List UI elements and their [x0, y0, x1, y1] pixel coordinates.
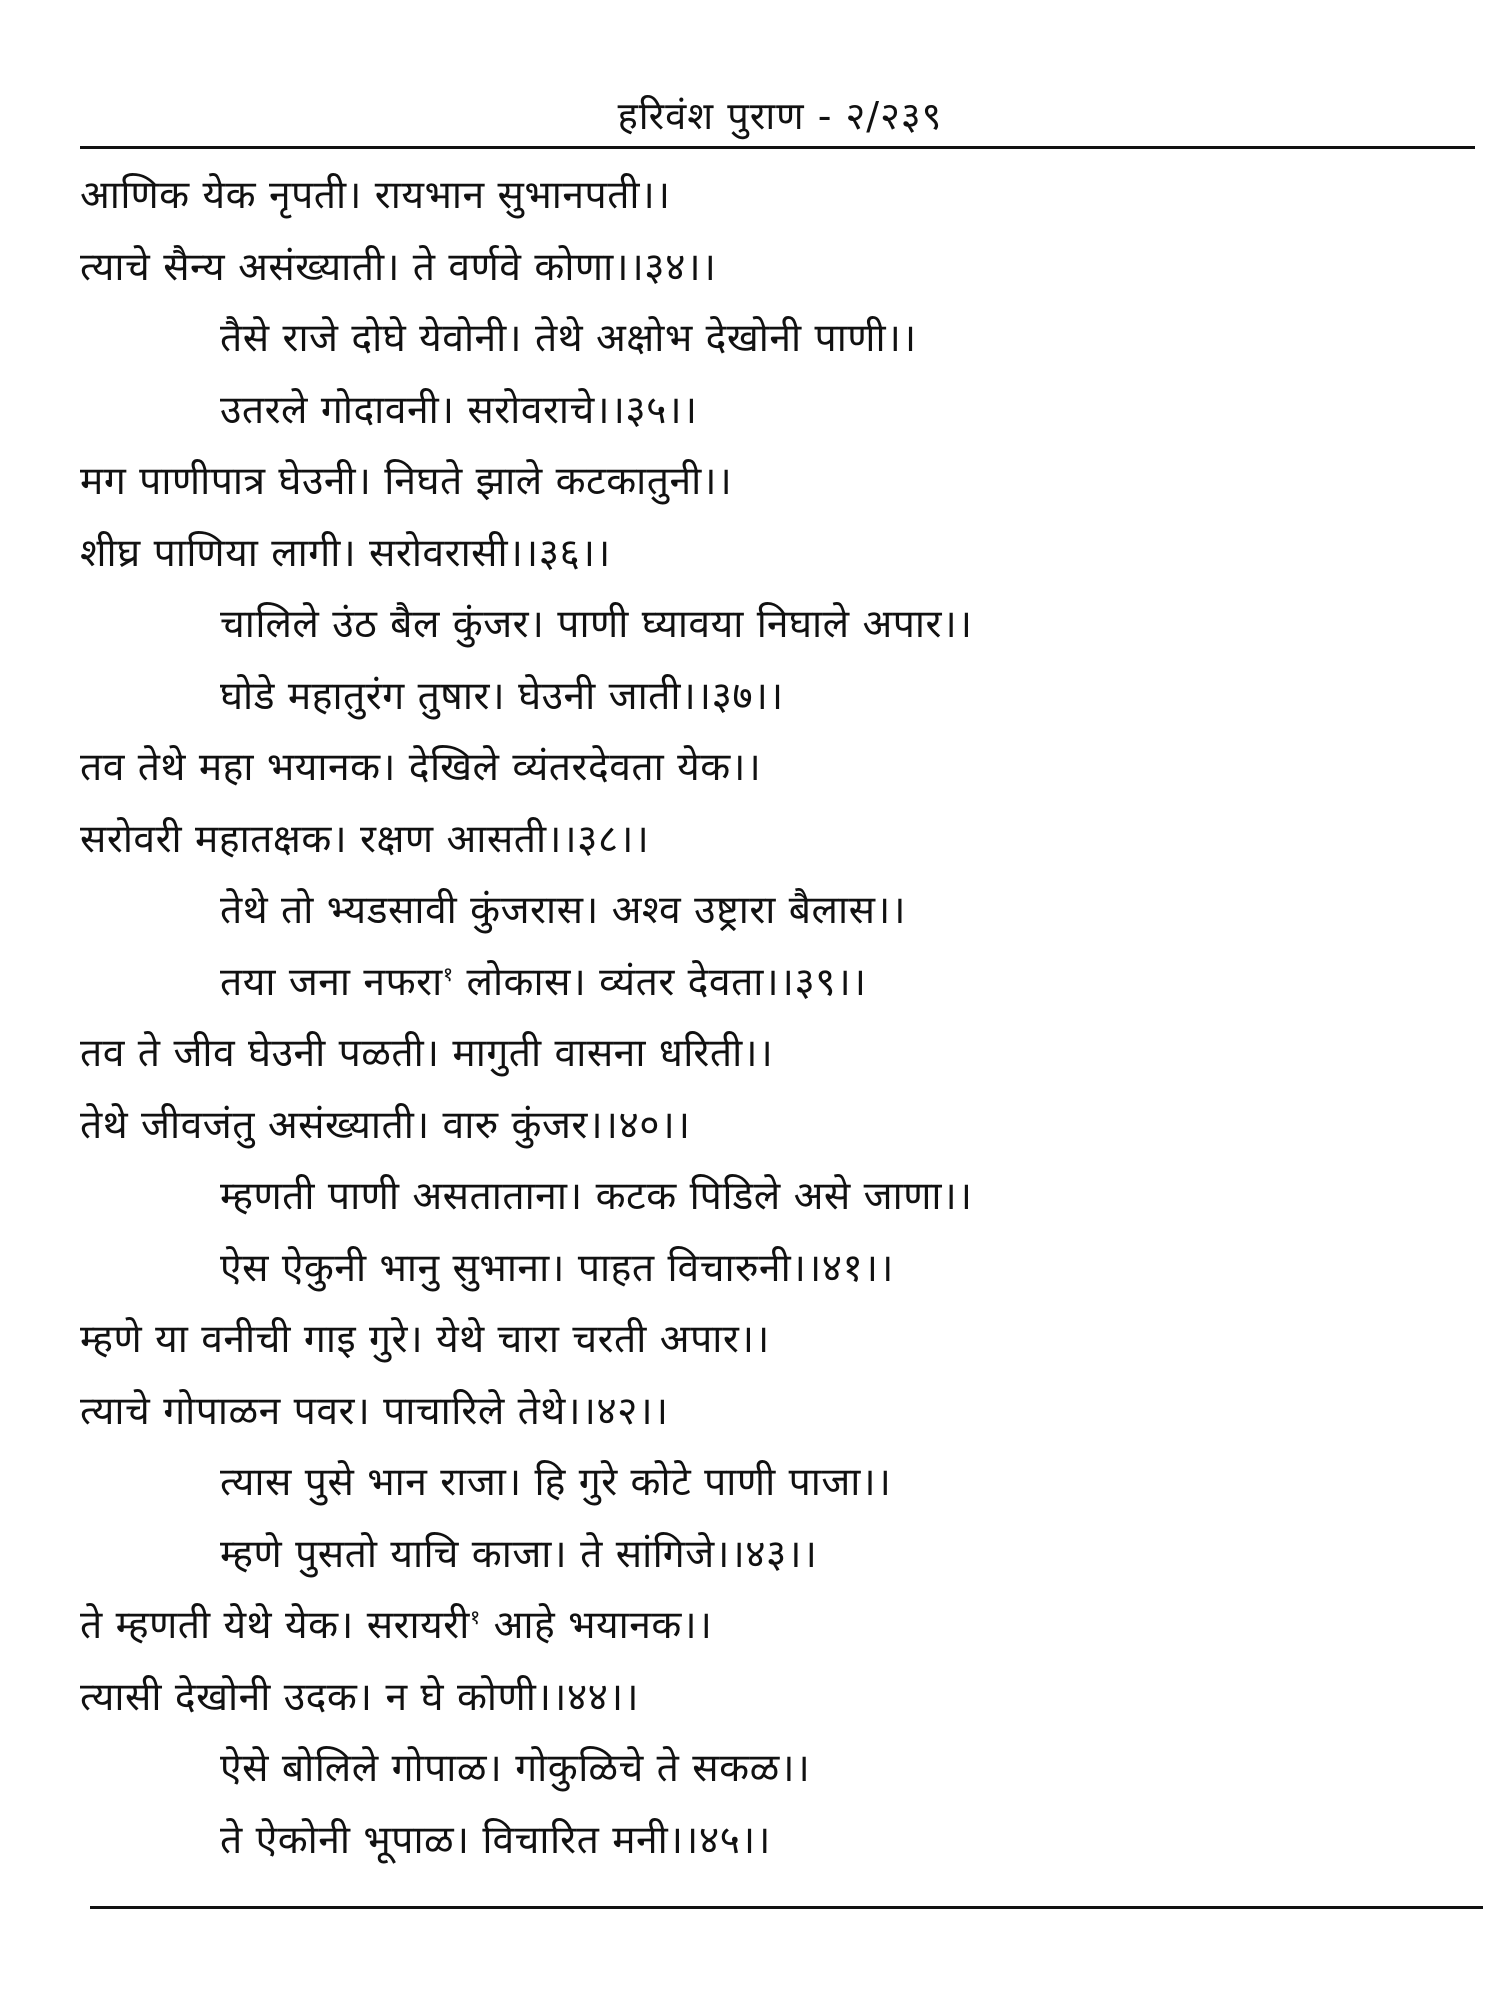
- verse-line: [220, 1457, 891, 1509]
- verse-text: मग पाणीपात्र घेउनी। निघते झाले कटकातुनी।।: [80, 459, 733, 504]
- footnote-marker: १: [469, 1605, 481, 1629]
- verse-line: [80, 1600, 712, 1652]
- verse-text: म्हणे या वनीची गाइ गुरे। येथे चारा चरती अपार।।: [80, 1317, 770, 1362]
- verse-text: ऐसे बोलिले गोपाळ। गोकुळिचे ते सकळ।।: [220, 1746, 811, 1791]
- verse-line: [80, 1100, 691, 1152]
- verse-text: सरोवरी महातक्षक। रक्षण आसती।।३८।।: [80, 816, 650, 862]
- verse-text: ऐस ऐकुनी भानु सुभाना। पाहत विचारुनी।।४१।।: [220, 1245, 894, 1291]
- verse-line: [220, 1743, 810, 1795]
- verse-line: [220, 1529, 817, 1581]
- verse-text: ते म्हणती येथे येक। सरायरी: [80, 1603, 470, 1648]
- verse-text: म्हणती पाणी असताताना। कटक पिडिले असे जाणा।।: [220, 1174, 973, 1219]
- verse-text: शीघ्र पाणिया लागी। सरोवरासी।।३६।।: [80, 530, 611, 576]
- verse-text-continued: आहे भयानक।।: [480, 1603, 713, 1648]
- verse-line: [80, 742, 761, 794]
- verse-text-continued: लोकास। व्यंतर देवता।।३९।।: [453, 959, 867, 1005]
- verse-text: ते ऐकोनी भूपाळ। विचारित मनी।।४५।।: [220, 1817, 771, 1863]
- verse-line: [220, 599, 973, 651]
- header-divider: [80, 146, 1475, 149]
- verse-text: म्हणे पुसतो याचि काजा। ते सांगिजे।।४३।।: [220, 1531, 818, 1577]
- verse-line: [220, 385, 697, 437]
- verse-text: चालिले उंठ बैल कुंजर। पाणी घ्यावया निघाले अपार।।: [220, 602, 973, 647]
- verse-line: [220, 957, 867, 1009]
- verse-text: त्यासी देखोनी उदक। न घे कोणी।।४४।।: [80, 1674, 639, 1720]
- verse-text: तव तेथे महा भयानक। देखिले व्यंतरदेवता येक।।: [80, 745, 762, 790]
- verse-line: [80, 1028, 773, 1080]
- verse-line: [80, 170, 671, 222]
- verse-line: [220, 1243, 894, 1295]
- verse-text: त्याचे गोपाळन पवर। पाचारिले तेथे।।४२।।: [80, 1388, 669, 1434]
- verse-line: [220, 885, 906, 937]
- footer-divider: [90, 1906, 1483, 1909]
- verse-line: [80, 1314, 770, 1366]
- verse-line: [80, 1672, 639, 1724]
- verse-line: [80, 528, 611, 580]
- verse-line: [220, 313, 917, 365]
- verse-line: [80, 1386, 669, 1438]
- verse-text: आणिक येक नृपती। रायभान सुभानपती।।: [80, 173, 671, 218]
- verse-text: तेथे जीवजंतु असंख्याती। वारु कुंजर।।४०।।: [80, 1102, 691, 1148]
- verse-text: घोडे महातुरंग तुषार। घेउनी जाती।।३७।।: [220, 673, 784, 719]
- verse-text: उतरले गोदावनी। सरोवराचे।।३५।।: [220, 387, 698, 433]
- verse-line: [220, 671, 784, 723]
- verse-line: [220, 1815, 771, 1867]
- page-header: हरिवंश पुराण - २/२३९: [617, 94, 943, 138]
- verse-text: त्यास पुसे भान राजा। हि गुरे कोटे पाणी पाजा।।: [220, 1460, 892, 1505]
- verse-line: [80, 814, 649, 866]
- verse-text: तया जना नफरा: [220, 959, 443, 1005]
- verse-text: तव ते जीव घेउनी पळती। मागुती वासना धरिती।।: [80, 1031, 774, 1076]
- footnote-marker: १: [442, 961, 454, 986]
- verse-line: [80, 242, 716, 294]
- verse-line: [220, 1171, 973, 1223]
- verse-text: तेथे तो भ्यडसावी कुंजरास। अश्व उष्ट्रारा बैलास।।: [220, 888, 907, 933]
- verse-text: तैसे राजे दोघे येवोनी। तेथे अक्षोभ देखोनी पाणी।।: [220, 316, 917, 361]
- verse-line: [80, 456, 732, 508]
- verse-text: त्याचे सैन्य असंख्याती। ते वर्णवे कोणा।।३४।।: [80, 244, 717, 290]
